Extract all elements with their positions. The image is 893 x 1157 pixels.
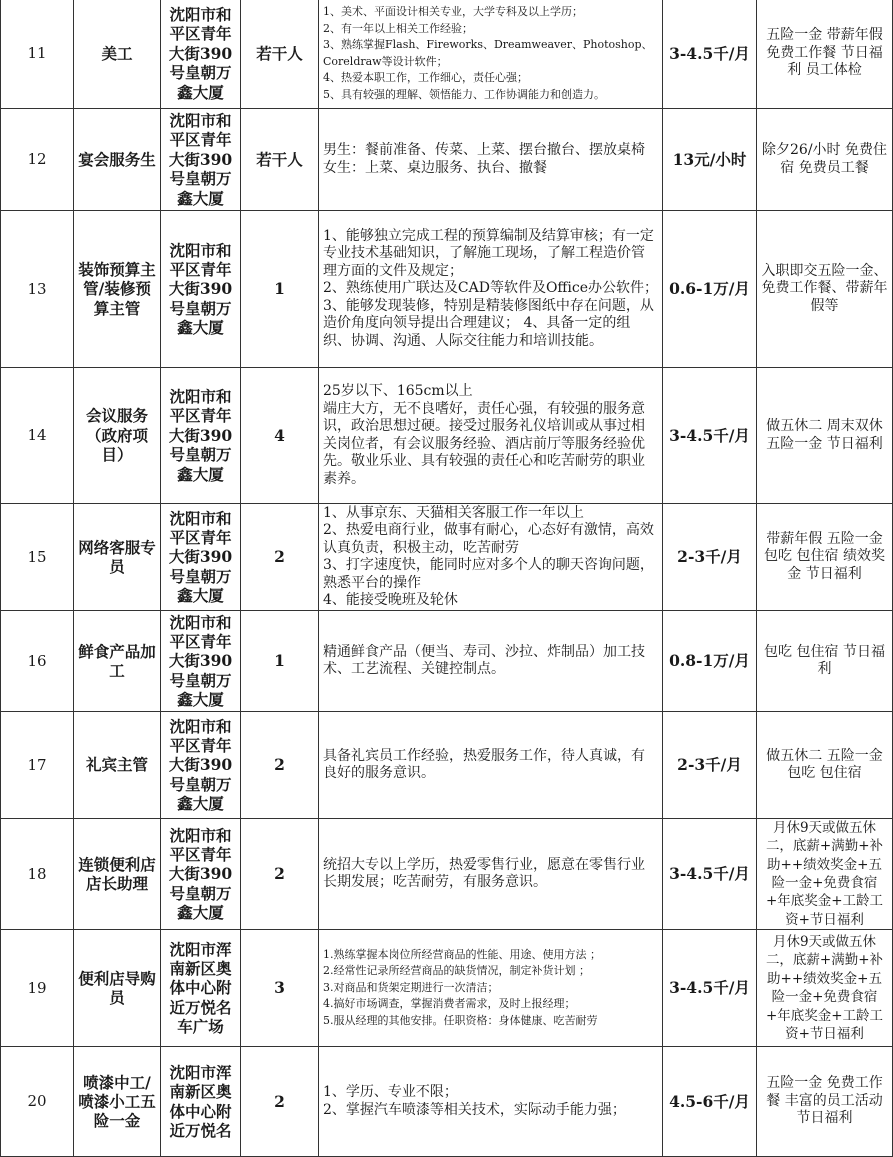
work-address: 沈阳市浑南新区奥体中心附近万悦名	[161, 1047, 241, 1157]
work-address: 沈阳市和平区青年大街390号皇朝万鑫大厦	[161, 211, 241, 368]
work-address: 沈阳市和平区青年大街390号皇朝万鑫大厦	[161, 0, 241, 109]
salary: 2-3千/月	[663, 712, 757, 819]
hiring-count: 1	[241, 211, 319, 368]
row-number: 17	[1, 712, 74, 819]
job-requirements	[319, 712, 663, 819]
job-title: 喷漆中工/喷漆小工五险一金	[74, 1047, 161, 1157]
work-address: 沈阳市和平区青年大街390号皇朝万鑫大厦	[161, 712, 241, 819]
row-number: 14	[1, 368, 74, 504]
table-row	[1, 368, 893, 504]
salary: 3-4.5千/月	[663, 819, 757, 930]
job-title: 装饰预算主管/装修预算主管	[74, 211, 161, 368]
job-title: 便利店导购员	[74, 930, 161, 1047]
row-number: 20	[1, 1047, 74, 1157]
requirement-line: 2、掌握汽车喷漆等相关技术，实际动手能力强；	[323, 1101, 626, 1118]
benefits: 入职即交五险一金、免费工作餐、带薪年假等	[757, 211, 893, 368]
table-row	[1, 819, 893, 930]
hiring-count: 3	[241, 930, 319, 1047]
requirement-line: 5.服从经理的其他安排。任职资格：身体健康、吃苦耐劳	[323, 1013, 598, 1027]
table-row	[1, 712, 893, 819]
work-address: 沈阳市和平区青年大街390号皇朝万鑫大厦	[161, 504, 241, 611]
job-title: 鲜食产品加工	[74, 611, 161, 712]
requirement-line: 女生：上菜、桌边服务、执台、撤餐	[323, 159, 547, 176]
hiring-count: 若干人	[241, 0, 319, 109]
requirement-line: 男生：餐前准备、传菜、上菜、摆台撤台、摆放桌椅	[323, 142, 645, 158]
job-requirements	[319, 1047, 663, 1157]
hiring-count: 若干人	[241, 109, 319, 211]
requirement-line: 2、热爱电商行业，做事有耐心，心态好有激情，高效认真负责，积极主动，吃苦耐劳	[323, 522, 654, 556]
work-address: 沈阳市和平区青年大街390号皇朝万鑫大厦	[161, 368, 241, 504]
table-row	[1, 930, 893, 1047]
salary: 13元/小时	[663, 109, 757, 211]
requirement-line: 25岁以下、165cm以上	[323, 383, 473, 399]
requirement-line: 1、从事京东、天猫相关客服工作一年以上	[323, 504, 584, 521]
job-title: 连锁便利店店长助理	[74, 819, 161, 930]
requirement-line: 2.经常性记录所经营商品的缺货情况，制定补货计划 ；	[323, 964, 590, 978]
requirement-line: 1.熟练掌握本岗位所经营商品的性能、用途、使用方法 ；	[323, 947, 601, 961]
requirement-line: 3.对商品和货架定期进行一次清洁；	[323, 980, 499, 994]
requirement-line: 3、能够发现装修，特别是精装修图纸中存在问题，从造价角度向领导提出合理建议； 4、具备一定的组织、协调、沟通、人际交往能力和培训技能。	[323, 297, 654, 349]
requirement-line: 具备礼宾员工作经验，热爱服务工作，待人真诚，有良好的服务意识。	[323, 747, 645, 781]
salary: 3-4.5千/月	[663, 368, 757, 504]
hiring-count: 2	[241, 504, 319, 611]
row-number: 13	[1, 211, 74, 368]
requirement-line: 3、熟练掌握Flash、Fireworks、Dreamweaver、Photoshop、Coreldraw等设计软件；	[323, 38, 653, 68]
row-number: 11	[1, 0, 74, 109]
salary: 2-3千/月	[663, 504, 757, 611]
work-address: 沈阳市浑南新区奥体中心附近万悦名车广场	[161, 930, 241, 1047]
benefits: 月休9天或做五休二，底薪+满勤+补助++绩效奖金+五险一金+免费食宿+年底奖金+工龄工资+节日福利	[757, 930, 893, 1047]
table-row	[1, 109, 893, 211]
table-row	[1, 611, 893, 712]
row-number: 16	[1, 611, 74, 712]
table-row	[1, 1047, 893, 1157]
hiring-count: 2	[241, 712, 319, 819]
hiring-count: 1	[241, 611, 319, 712]
requirement-line: 1、美术、平面设计相关专业，大学专科及以上学历；	[323, 5, 583, 18]
salary: 3-4.5千/月	[663, 0, 757, 109]
work-address: 沈阳市和平区青年大街390号皇朝万鑫大厦	[161, 109, 241, 211]
requirement-line: 2、有一年以上相关工作经验；	[323, 21, 473, 35]
benefits: 五险一金 免费工作餐 丰富的员工活动 节日福利	[757, 1047, 893, 1157]
job-requirements	[319, 819, 663, 930]
requirement-line: 2、熟练使用广联达及CAD等软件及Office办公软件；	[323, 280, 658, 297]
salary: 3-4.5千/月	[663, 930, 757, 1047]
job-title: 礼宾主管	[74, 712, 161, 819]
hiring-count: 2	[241, 819, 319, 930]
benefits: 做五休二 周末双休 五险一金 节日福利	[757, 368, 893, 504]
work-address: 沈阳市和平区青年大街390号皇朝万鑫大厦	[161, 611, 241, 712]
job-title: 会议服务（政府项目）	[74, 368, 161, 504]
job-requirements	[319, 930, 663, 1047]
benefits: 月休9天或做五休二，底薪+满勤+补助++绩效奖金+五险一金+免费食宿+年底奖金+工龄工资+节日福利	[757, 819, 893, 930]
table-row	[1, 211, 893, 368]
job-requirements	[319, 504, 663, 611]
row-number: 18	[1, 819, 74, 930]
requirement-line: 5、具有较强的理解、领悟能力、工作协调能力和创造力。	[323, 87, 605, 101]
salary: 4.5-6千/月	[663, 1047, 757, 1157]
work-address: 沈阳市和平区青年大街390号皇朝万鑫大厦	[161, 819, 241, 930]
job-requirements	[319, 611, 663, 712]
requirement-line: 端庄大方，无不良嗜好，责任心强，有较强的服务意识，政治思想过硬。接受过服务礼仪培训或从事过相关岗位者，有会议服务经验、酒店前厅等服务经验优先。敬业乐业、具有较强的责任心和吃苦耐劳的职业素养。	[323, 400, 645, 487]
requirement-line: 4、热爱本职工作，工作细心，责任心强；	[323, 71, 528, 84]
row-number: 19	[1, 930, 74, 1047]
table-row	[1, 504, 893, 611]
job-requirements	[319, 109, 663, 211]
job-title: 宴会服务生	[74, 109, 161, 211]
requirement-line: 1、能够独立完成工程的预算编制及结算审核；有一定专业技术基础知识，了解施工现场，了解工程造价管理方面的文件及规定；	[323, 227, 654, 279]
benefits: 做五休二 五险一金 包吃 包住宿	[757, 712, 893, 819]
requirement-line: 4、能接受晚班及轮休	[323, 592, 458, 608]
salary: 0.8-1万/月	[663, 611, 757, 712]
benefits: 带薪年假 五险一金 包吃 包住宿 绩效奖金 节日福利	[757, 504, 893, 611]
row-number: 15	[1, 504, 74, 611]
hiring-count: 2	[241, 1047, 319, 1157]
job-requirements	[319, 0, 663, 109]
requirement-line: 3、打字速度快，能同时应对多个人的聊天咨询问题，熟悉平台的操作	[323, 557, 654, 591]
row-number: 12	[1, 109, 74, 211]
job-requirements	[319, 211, 663, 368]
salary: 0.6-1万/月	[663, 211, 757, 368]
benefits: 五险一金 带薪年假 免费工作餐 节日福利 员工体检	[757, 0, 893, 109]
requirement-line: 1、学历、专业不限；	[323, 1084, 458, 1101]
benefits: 除夕26/小时 免费住宿 免费员工餐	[757, 109, 893, 211]
requirement-line: 4.搞好市场调查，掌握消费者需求，及时上报经理；	[323, 997, 576, 1011]
table-row	[1, 0, 893, 109]
benefits: 包吃 包住宿 节日福利	[757, 611, 893, 712]
job-title: 网络客服专员	[74, 504, 161, 611]
job-title: 美工	[74, 0, 161, 109]
requirement-line: 精通鲜食产品（便当、寿司、沙拉、炸制品）加工技术、工艺流程、关键控制点。	[323, 643, 645, 677]
hiring-count: 4	[241, 368, 319, 504]
job-requirements	[319, 368, 663, 504]
requirement-line: 统招大专以上学历，热爱零售行业，愿意在零售行业长期发展；吃苦耐劳，有服务意识。	[323, 856, 645, 891]
job-table-body	[1, 0, 893, 1157]
